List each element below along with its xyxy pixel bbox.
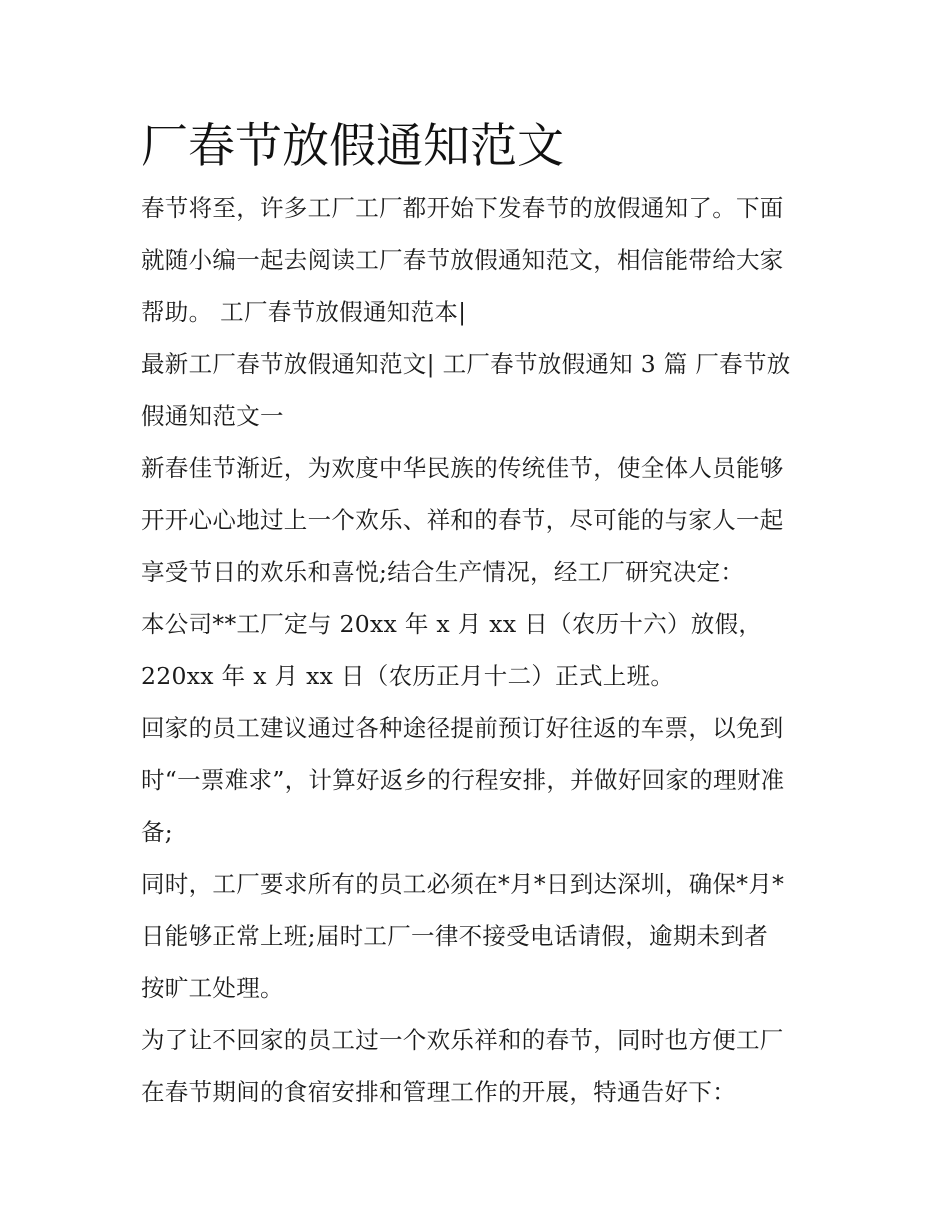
text-line: 220xx 年 x 月 xx 日（农历正月十二）正式上班。 — [141, 662, 675, 690]
text-line: 开开心心地过上一个欢乐、祥和的春节，尽可能的与家人一起 — [141, 506, 784, 534]
paragraph — [141, 598, 813, 650]
text-line: 回家的员工建议通过各种途径提前预订好往返的车票，以免到 — [141, 714, 784, 742]
paragraph — [141, 650, 813, 702]
text-line: 新春佳节渐近，为欢度中华民族的传统佳节，使全体人员能够 — [141, 454, 784, 482]
text-line: 春节将至，许多工厂工厂都开始下发春节的放假通知了。下面 — [141, 194, 784, 222]
text-line: 按旷工处理。 — [141, 974, 284, 1002]
paragraph — [141, 442, 813, 598]
text-line: 为了让不回家的员工过一个欢乐祥和的春节，同时也方便工厂 — [141, 1026, 784, 1054]
paragraph — [141, 1014, 813, 1118]
text-line: 时“一票难求”，计算好返乡的行程安排，并做好回家的理财准 — [141, 766, 785, 794]
text-line: 享受节日的欢乐和喜悦;结合生产情况，经工厂研究决定： — [141, 558, 745, 586]
text-line: 同时，工厂要求所有的员工必须在*月*日到达深圳，确保*月* — [141, 870, 785, 898]
document-title: 厂春节放假通知范文 — [141, 119, 564, 174]
text-line: 本公司**工厂定与 20xx 年 x 月 xx 日（农历十六）放假， — [141, 610, 763, 638]
text-line: 在春节期间的食宿安排和管理工作的开展，特通告好下： — [141, 1078, 736, 1106]
document-body — [141, 182, 813, 1118]
text-line: 假通知范文一 — [141, 402, 284, 430]
text-line: 日能够正常上班;届时工厂一律不接受电话请假，逾期未到者 — [141, 922, 769, 950]
paragraph — [141, 182, 813, 338]
text-line: 备; — [141, 818, 174, 846]
document-page — [141, 118, 813, 1118]
text-line: 帮助。 工厂春节放假通知范本| — [141, 298, 467, 326]
paragraph — [141, 858, 813, 1014]
paragraph — [141, 702, 813, 858]
text-line: 就随小编一起去阅读工厂春节放假通知范文，相信能带给大家 — [141, 246, 784, 274]
paragraph — [141, 338, 813, 442]
text-line: 最新工厂春节放假通知范文| 工厂春节放假通知 3 篇 厂春节放 — [141, 350, 791, 378]
